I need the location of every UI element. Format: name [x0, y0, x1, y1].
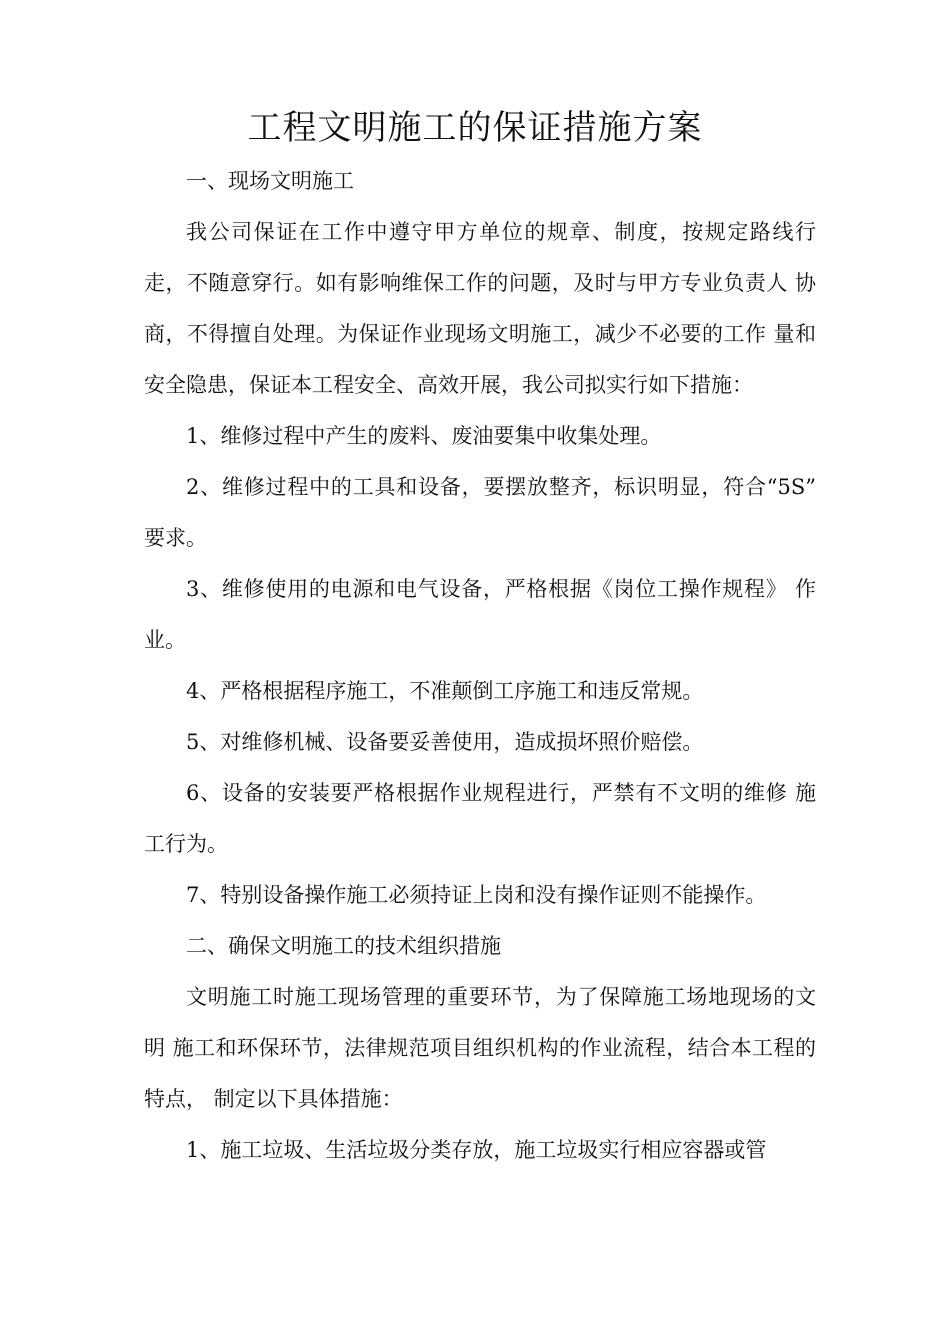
paragraph-line: 二、确保文明施工的技术组织措施 [186, 934, 501, 958]
paragraph [144, 717, 816, 768]
paragraph-line: 1、维修过程中产生的废料、废油要集中收集处理。 [186, 424, 662, 448]
paragraph-line: 要求。 [144, 526, 207, 550]
paragraph-line: 安全隐患，保证本工程安全、高效开展，我公司拟实行如下措施： [144, 373, 753, 397]
paragraph [144, 207, 816, 411]
paragraph [144, 972, 816, 1125]
paragraph-line: 2、维修过程中的工具和设备，要摆放整齐，标识明显，符合“5S” [186, 475, 816, 499]
paragraph [144, 411, 816, 462]
paragraph-line: 6、设备的安装要严格根据作业规程进行，严禁有不文明的维修 施 [186, 781, 816, 805]
paragraph-line: 1、施工垃圾、生活垃圾分类存放，施工垃圾实行相应容器或管 [186, 1138, 767, 1162]
paragraph [144, 1125, 816, 1176]
paragraph [144, 921, 816, 972]
document-body [144, 156, 816, 1176]
paragraph-line: 一、现场文明施工 [186, 169, 354, 193]
paragraph [144, 666, 816, 717]
paragraph-line: 明 施工和环保环节，法律规范项目组织机构的作业流程，结合本工程的 [144, 1036, 816, 1060]
paragraph-line: 7、特别设备操作施工必须持证上岗和没有操作证则不能操作。 [186, 883, 767, 907]
paragraph-line: 走，不随意穿行。如有影响维保工作的问题，及时与甲方专业负责人 协 [144, 271, 816, 295]
paragraph-line: 3、维修使用的电源和电气设备，严格根据《岗位工操作规程》 作 [186, 577, 816, 601]
paragraph-line: 文明施工时施工现场管理的重要环节，为了保障施工场地现场的文 [186, 985, 816, 1009]
paragraph-line: 特点， 制定以下具体措施： [144, 1087, 403, 1111]
paragraph [144, 462, 816, 564]
paragraph-line: 5、对维修机械、设备要妥善使用，造成损坏照价赔偿。 [186, 730, 704, 754]
paragraph-line: 商，不得擅自处理。为保证作业现场文明施工，减少不必要的工作 量和 [144, 322, 816, 346]
document-title: 工程文明施工的保证措施方案 [247, 108, 703, 148]
paragraph [144, 870, 816, 921]
paragraph [144, 768, 816, 870]
paragraph-line: 工行为。 [144, 832, 228, 856]
paragraph-line: 我公司保证在工作中遵守甲方单位的规章、制度，按规定路线行 [186, 220, 816, 244]
paragraph [144, 156, 816, 207]
paragraph-line: 业。 [144, 628, 186, 652]
paragraph [144, 564, 816, 666]
paragraph-line: 4、严格根据程序施工，不准颠倒工序施工和违反常规。 [186, 679, 704, 703]
